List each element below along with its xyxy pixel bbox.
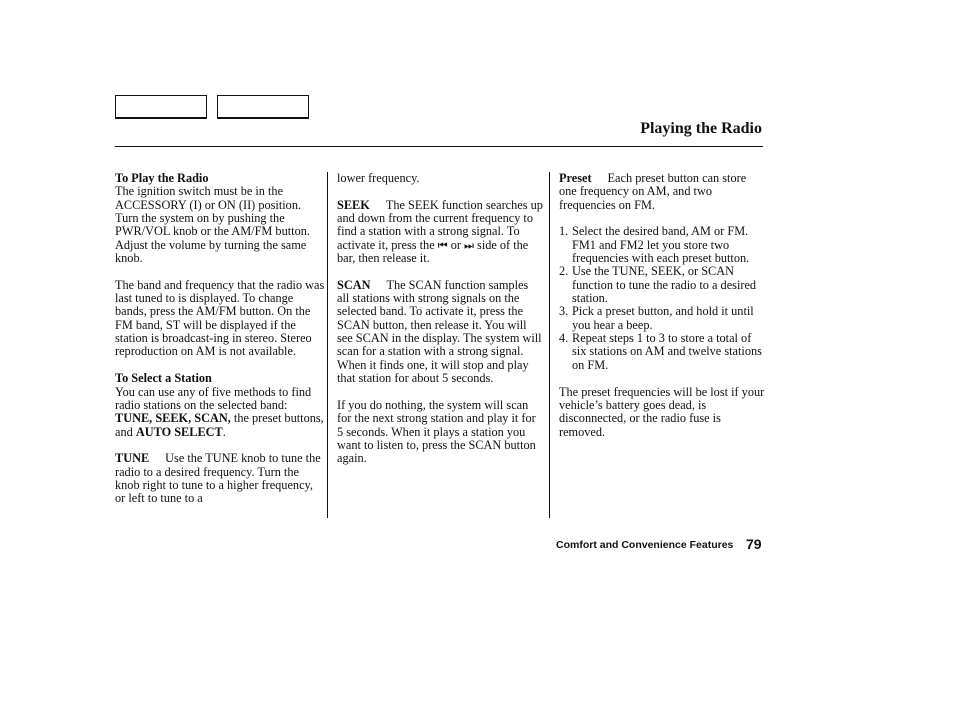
- paragraph-do-nothing: If you do nothing, the system will scan for the next strong station and play it for 5 seconds. When it plays a station you want to listen to, press the SCAN button again.: [337, 397, 536, 466]
- column-3: [559, 172, 765, 452]
- heading-play-radio: To Play the Radio: [115, 171, 209, 185]
- footer-section: Comfort and Convenience Features: [556, 539, 734, 551]
- scan-label: SCAN: [337, 277, 371, 292]
- column-2: [337, 172, 543, 479]
- preset-steps: [559, 225, 765, 372]
- title-rule: [115, 146, 763, 147]
- tune-label: TUNE: [115, 451, 150, 466]
- page-number: 79: [746, 536, 762, 552]
- paragraph-preset-lost: The preset frequencies will be lost if your vehicle’s battery goes dead, is disconnected, or the radio fuse is removed.: [559, 384, 765, 439]
- paragraph-continued: lower frequency.: [337, 171, 420, 185]
- heading-select-station: To Select a Station: [115, 371, 212, 386]
- paragraph-ignition: The ignition switch must be in the ACCESSORY (I) or ON (II) position. Turn the system on by pushing the PWR/VOL knob or the AM/FM button. Adjust the volume by turning the same knob.: [115, 184, 310, 266]
- list-item: 2. Use the TUNE, SEEK, or SCAN function to tune the radio to a desired station.: [559, 264, 757, 306]
- column-divider-2: [549, 172, 550, 518]
- skip-forward-icon: ⏭: [464, 238, 474, 252]
- paragraph-scan: SCAN The SCAN function samples all stations with strong signals on the selected band. To activate it, press the SCAN button, then release it. You will see SCAN in the display. The system will scan for a station with a strong signal. When it finds one, it will stop and play that station for about 5 seconds.: [337, 277, 542, 386]
- list-item: 4. Repeat steps 1 to 3 to store a total of six stations on AM and twelve stations on FM.: [559, 331, 762, 372]
- list-item: 3. Pick a preset button, and hold it until you hear a beep.: [559, 304, 754, 332]
- paragraph-methods: You can use any of five methods to find radio stations on the selected band: TUNE, SEEK, SCAN, the preset buttons, and AUTO SELECT.: [115, 384, 324, 439]
- paragraph-seek: SEEK The SEEK function searches up and down from the current frequency to find a station with a strong signal. To activate it, press the ⏮ or ⏭ side of the bar, then release it.: [337, 197, 543, 266]
- paragraph-preset: Preset Each preset button can store one frequency on AM, and two frequencies on FM.: [559, 171, 747, 212]
- paragraph-band-frequency: The band and frequency that the radio was last tuned to is displayed. To change bands, press the AM/FM button. On the FM band, ST will be displayed if the station is broadcast-ing in stereo. Stereo reproduction on AM is not available.: [115, 277, 325, 359]
- skip-back-icon: ⏮: [437, 238, 448, 252]
- seek-label: SEEK: [337, 197, 370, 212]
- list-item: 1. Select the desired band, AM or FM. FM1 and FM2 let you store two frequencies with each preset button.: [559, 224, 750, 266]
- paragraph-tune: TUNE Use the TUNE knob to tune the radio to a desired frequency. Turn the knob right to tune to a higher frequency, or left to tune to a: [115, 451, 321, 506]
- nav-tab-1[interactable]: [115, 95, 207, 119]
- page-title: Playing the Radio: [640, 120, 762, 137]
- nav-tab-2[interactable]: [217, 95, 309, 119]
- column-1: [115, 172, 325, 519]
- column-divider-1: [327, 172, 328, 518]
- preset-label: Preset: [559, 171, 592, 185]
